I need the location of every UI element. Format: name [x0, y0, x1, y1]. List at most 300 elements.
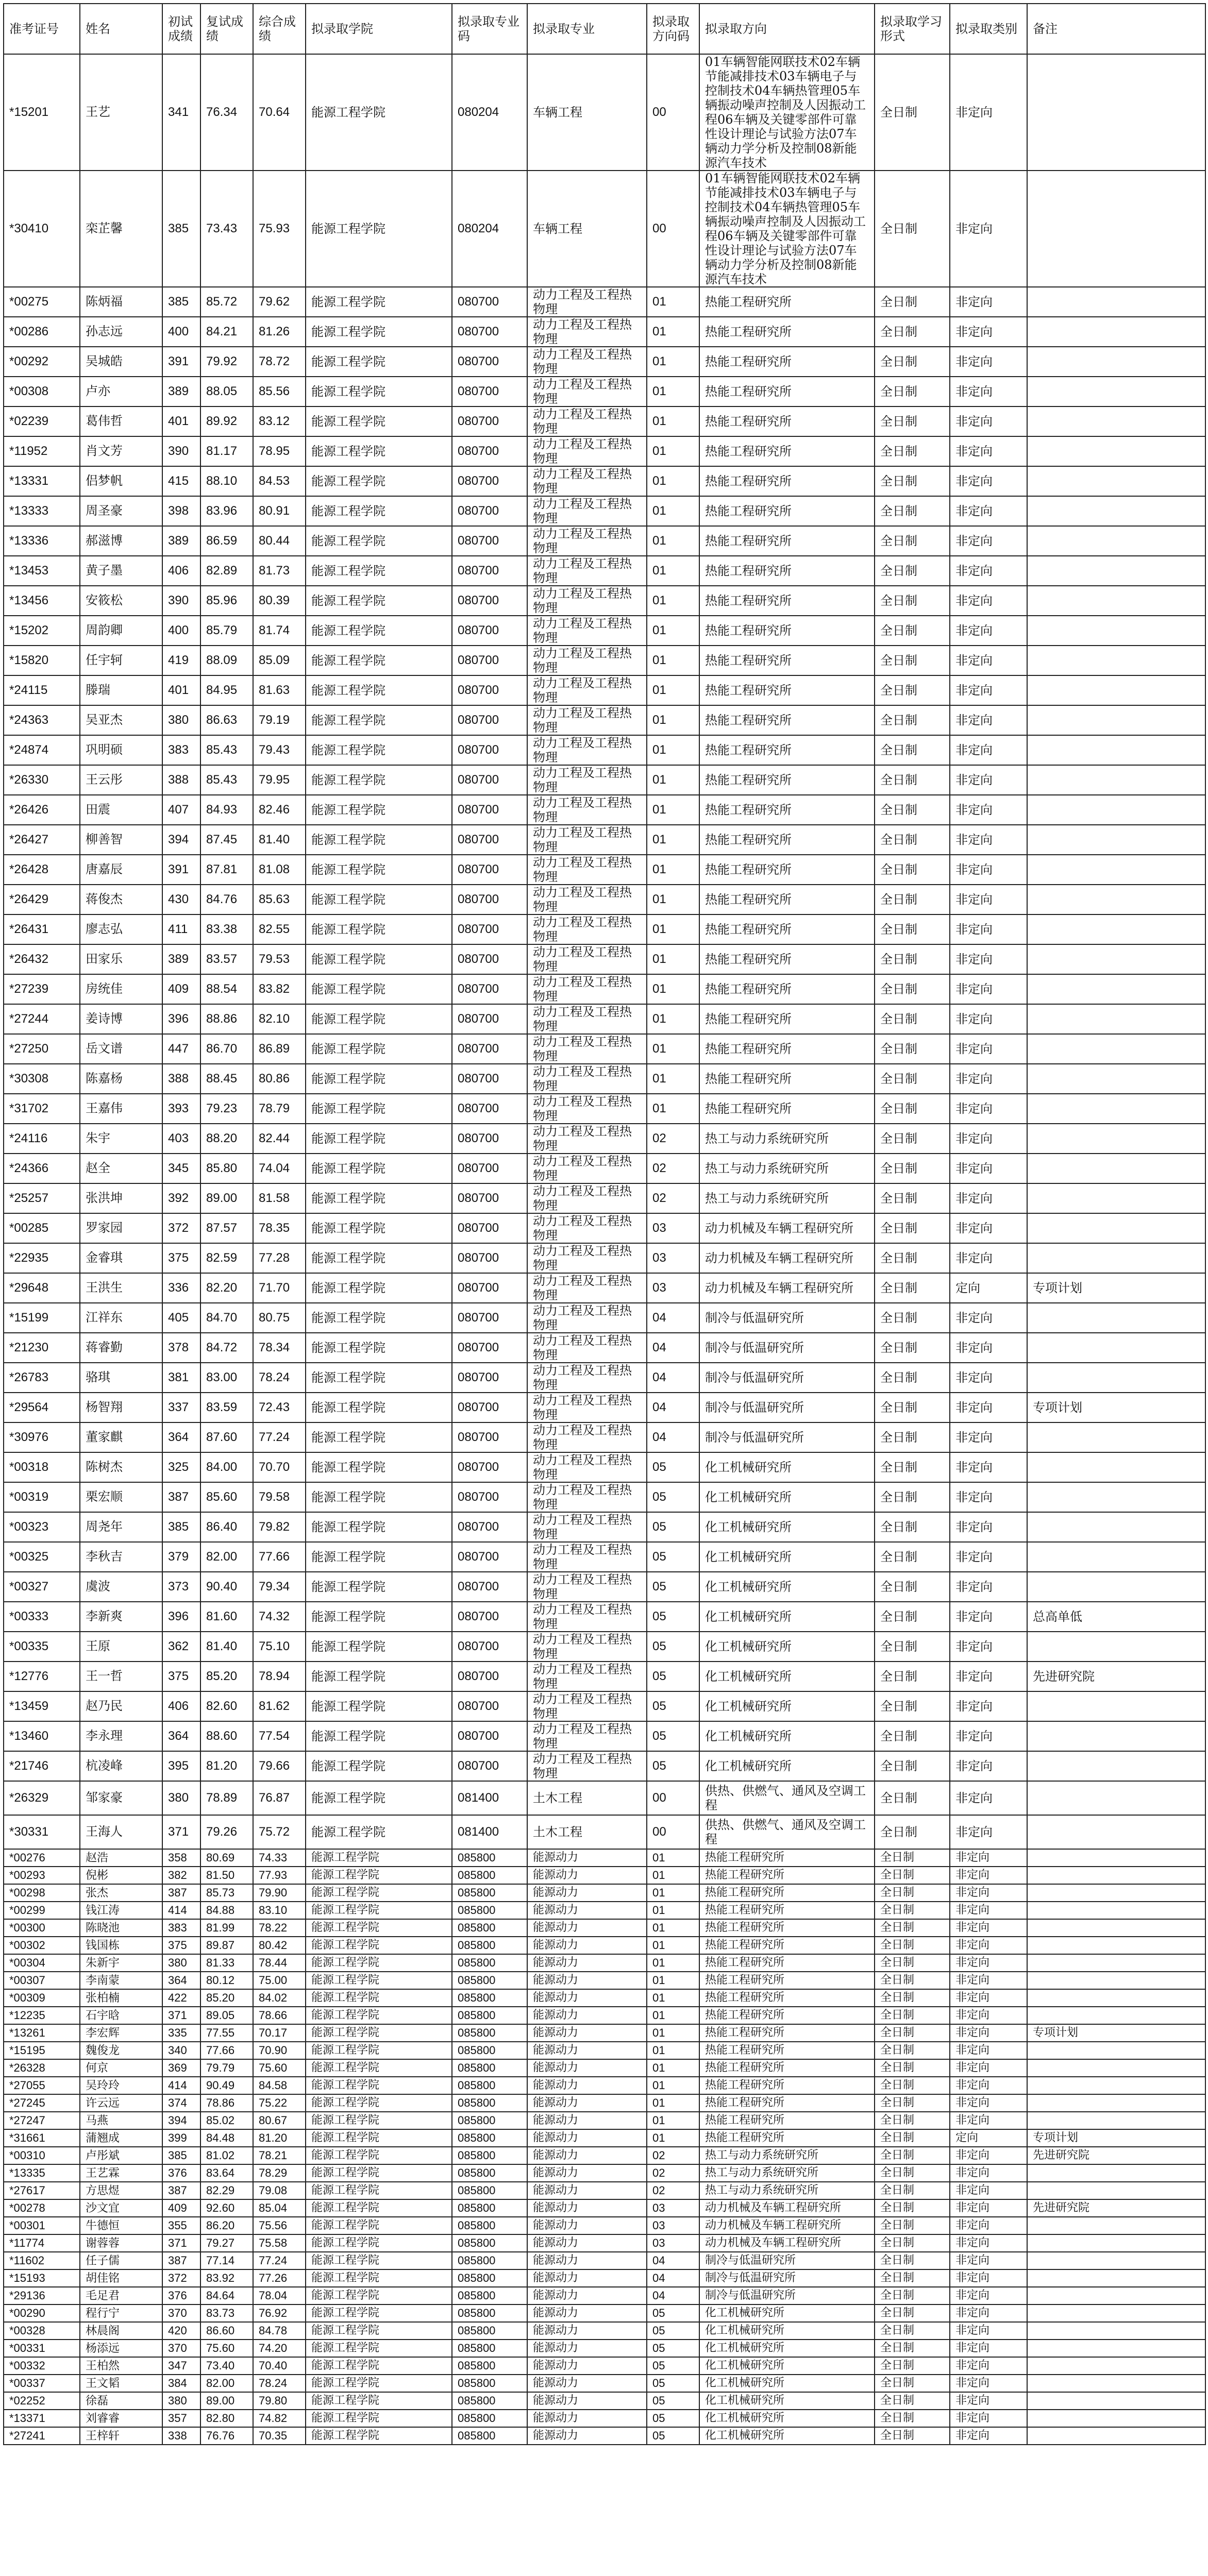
table-cell: 非定向 [950, 2357, 1027, 2375]
table-cell: 非定向 [950, 1303, 1027, 1333]
table-cell: 371 [162, 1815, 200, 1849]
table-cell: 376 [162, 2164, 200, 2182]
table-cell: 能源工程学院 [306, 1815, 452, 1849]
table-cell [1027, 795, 1205, 825]
table-cell: 336 [162, 1273, 200, 1303]
table-row [4, 944, 1205, 974]
table-row [4, 1954, 1205, 1972]
table-cell: 动力工程及工程热物理 [527, 526, 647, 556]
table-cell: 72.43 [253, 1393, 306, 1422]
table-cell: 能源工程学院 [306, 1902, 452, 1919]
table-cell: 朱新宇 [80, 1954, 162, 1972]
table-cell: 全日制 [875, 914, 950, 944]
table-cell: 能源工程学院 [306, 1602, 452, 1632]
table-cell [1027, 586, 1205, 616]
column-header: 拟录取方向 [699, 4, 875, 54]
table-cell: 全日制 [875, 2269, 950, 2287]
table-cell: 01 [647, 765, 699, 795]
table-row [4, 2322, 1205, 2340]
table-cell: 080700 [452, 526, 527, 556]
table-cell: 非定向 [950, 914, 1027, 944]
table-cell: 车辆工程 [527, 171, 647, 287]
table-cell: 380 [162, 1954, 200, 1972]
table-cell: *26431 [4, 914, 80, 944]
table-cell: *27247 [4, 2112, 80, 2129]
table-cell: 田家乐 [80, 944, 162, 974]
table-cell: 非定向 [950, 1662, 1027, 1691]
table-cell: 080700 [452, 1482, 527, 1512]
table-cell: 75.60 [200, 2340, 253, 2357]
table-cell: 422 [162, 1989, 200, 2007]
table-cell: 080700 [452, 466, 527, 496]
table-cell: 01 [647, 1937, 699, 1954]
table-cell: 75.56 [253, 2217, 306, 2234]
table-cell [1027, 855, 1205, 885]
table-cell: 能源工程学院 [306, 2427, 452, 2445]
table-row [4, 1849, 1205, 1867]
table-cell: 制冷与低温研究所 [699, 2252, 875, 2269]
table-cell: 能源工程学院 [306, 2252, 452, 2269]
table-cell: 81.40 [253, 825, 306, 855]
table-cell: 77.55 [200, 2024, 253, 2042]
table-cell: *02239 [4, 406, 80, 436]
table-cell: 全日制 [875, 2182, 950, 2199]
table-cell: 85.79 [200, 616, 253, 646]
table-cell: 77.54 [253, 1721, 306, 1751]
table-cell: 能源工程学院 [306, 54, 452, 171]
table-cell: 82.59 [200, 1243, 253, 1273]
table-cell: 00 [647, 1781, 699, 1815]
table-cell: 化工机械研究所 [699, 1721, 875, 1751]
table-row [4, 2077, 1205, 2094]
table-row [4, 2059, 1205, 2077]
table-cell: 78.44 [253, 1954, 306, 1972]
table-row [4, 2340, 1205, 2357]
admission-table [3, 3, 1206, 2445]
table-row [4, 466, 1205, 496]
table-cell [1027, 1954, 1205, 1972]
table-cell: 动力工程及工程热物理 [527, 855, 647, 885]
table-cell: 动力工程及工程热物理 [527, 1303, 647, 1333]
table-cell: 全日制 [875, 496, 950, 526]
table-cell: *13456 [4, 586, 80, 616]
table-cell: 能源动力 [527, 1937, 647, 1954]
table-row [4, 556, 1205, 586]
table-cell: 能源动力 [527, 2199, 647, 2217]
table-cell: 085800 [452, 2077, 527, 2094]
table-cell: 总高单低 [1027, 1602, 1205, 1632]
table-cell: 能源工程学院 [306, 436, 452, 466]
table-cell: 85.80 [200, 1154, 253, 1183]
table-cell: 制冷与低温研究所 [699, 2287, 875, 2304]
table-cell: 动力工程及工程热物理 [527, 1094, 647, 1124]
table-cell: 热能工程研究所 [699, 1094, 875, 1124]
table-cell: 385 [162, 2147, 200, 2164]
table-row [4, 586, 1205, 616]
table-cell: 全日制 [875, 406, 950, 436]
table-cell: 84.72 [200, 1333, 253, 1363]
table-cell: 非定向 [950, 1482, 1027, 1512]
table-cell: *27245 [4, 2094, 80, 2112]
table-cell: 79.27 [200, 2234, 253, 2252]
table-cell: 01 [647, 705, 699, 735]
table-cell: 骆琪 [80, 1363, 162, 1393]
table-cell [1027, 2217, 1205, 2234]
table-cell: 080700 [452, 556, 527, 586]
table-cell: 80.75 [253, 1303, 306, 1333]
table-cell: 86.20 [200, 2217, 253, 2234]
table-cell: 能源工程学院 [306, 1542, 452, 1572]
table-cell: 81.62 [253, 1691, 306, 1721]
table-cell: 非定向 [950, 2392, 1027, 2410]
table-cell: 406 [162, 1691, 200, 1721]
table-cell: 380 [162, 705, 200, 735]
table-cell: 78.24 [253, 2375, 306, 2392]
table-cell: 滕瑞 [80, 675, 162, 705]
table-row [4, 436, 1205, 466]
table-cell: 全日制 [875, 556, 950, 586]
table-cell: 05 [647, 2410, 699, 2427]
table-row [4, 1124, 1205, 1154]
table-cell: 非定向 [950, 586, 1027, 616]
table-cell: 83.12 [253, 406, 306, 436]
table-cell: 热能工程研究所 [699, 765, 875, 795]
table-cell: 080700 [452, 287, 527, 317]
table-cell [1027, 1124, 1205, 1154]
table-cell [1027, 1902, 1205, 1919]
table-row [4, 2375, 1205, 2392]
table-cell: 能源工程学院 [306, 1154, 452, 1183]
table-cell: 81.26 [253, 317, 306, 347]
table-cell: 全日制 [875, 2357, 950, 2375]
table-cell: 01 [647, 2042, 699, 2059]
table-cell: 非定向 [950, 944, 1027, 974]
table-cell: 085800 [452, 2164, 527, 2182]
table-cell: 401 [162, 406, 200, 436]
table-cell: 全日制 [875, 616, 950, 646]
table-cell: 能源工程学院 [306, 885, 452, 914]
table-cell: *00299 [4, 1902, 80, 1919]
table-cell: 85.56 [253, 377, 306, 406]
table-cell: 01 [647, 2112, 699, 2129]
table-cell: 王梓轩 [80, 2427, 162, 2445]
table-cell: 非定向 [950, 675, 1027, 705]
table-cell: 85.43 [200, 735, 253, 765]
table-cell: 化工机械研究所 [699, 1632, 875, 1662]
table-cell: 75.60 [253, 2059, 306, 2077]
table-cell: 419 [162, 646, 200, 675]
table-cell: 非定向 [950, 1363, 1027, 1393]
table-row [4, 1183, 1205, 1213]
table-cell: 能源工程学院 [306, 1243, 452, 1273]
table-cell: 04 [647, 2269, 699, 2287]
table-cell: 080700 [452, 1602, 527, 1632]
table-cell: 01 [647, 406, 699, 436]
table-row [4, 1393, 1205, 1422]
table-cell: 热能工程研究所 [699, 735, 875, 765]
table-cell [1027, 2182, 1205, 2199]
table-cell: *00298 [4, 1884, 80, 1902]
table-row [4, 1602, 1205, 1632]
table-cell: 080700 [452, 1094, 527, 1124]
table-cell: 定向 [950, 2129, 1027, 2147]
table-cell: 非定向 [950, 2164, 1027, 2182]
table-cell: 全日制 [875, 2252, 950, 2269]
table-cell: *00318 [4, 1452, 80, 1482]
table-cell: 动力工程及工程热物理 [527, 944, 647, 974]
table-cell: 能源工程学院 [306, 287, 452, 317]
table-cell: 05 [647, 1512, 699, 1542]
table-cell: 全日制 [875, 1751, 950, 1781]
table-row [4, 2164, 1205, 2182]
table-cell: 非定向 [950, 1989, 1027, 2007]
table-cell: 85.43 [200, 765, 253, 795]
table-cell: 能源动力 [527, 2304, 647, 2322]
table-cell: 00 [647, 54, 699, 171]
table-cell: 01 [647, 556, 699, 586]
table-cell: 张杰 [80, 1884, 162, 1902]
table-cell: 78.22 [253, 1919, 306, 1937]
table-cell: 能源动力 [527, 2410, 647, 2427]
table-row [4, 1691, 1205, 1721]
table-cell: 化工机械研究所 [699, 1662, 875, 1691]
table-cell: 杭凌峰 [80, 1751, 162, 1781]
table-cell: 81.73 [253, 556, 306, 586]
table-cell: 81.33 [200, 1954, 253, 1972]
table-cell: 能源动力 [527, 2094, 647, 2112]
table-cell: 01车辆智能网联技术02车辆节能减排技术03车辆电子与控制技术04车辆热管理05车辆振动噪声控制及人因振动工程06车辆及关键零部件可靠性设计理论与试验方法07车辆动力学分析及控制08新能源汽车技术 [699, 171, 875, 287]
table-cell: 全日制 [875, 1273, 950, 1303]
table-cell: 372 [162, 1213, 200, 1243]
table-cell: 热能工程研究所 [699, 855, 875, 885]
table-cell: 石宇晗 [80, 2007, 162, 2024]
table-cell: 70.90 [253, 2042, 306, 2059]
table-row [4, 1867, 1205, 1884]
table-cell: 能源工程学院 [306, 2269, 452, 2287]
table-cell: 080700 [452, 1512, 527, 1542]
table-cell: *13261 [4, 2024, 80, 2042]
table-cell: 00 [647, 171, 699, 287]
table-cell: 非定向 [950, 1849, 1027, 1867]
table-cell: 77.66 [200, 2042, 253, 2059]
table-cell: 非定向 [950, 2269, 1027, 2287]
table-cell: 能源动力 [527, 2024, 647, 2042]
table-cell: 79.58 [253, 1482, 306, 1512]
table-cell: 非定向 [950, 1034, 1027, 1064]
table-cell: 热能工程研究所 [699, 317, 875, 347]
table-cell: *26328 [4, 2059, 80, 2077]
table-cell: 371 [162, 2234, 200, 2252]
table-cell: 85.72 [200, 287, 253, 317]
table-cell: *12235 [4, 2007, 80, 2024]
table-cell: *15199 [4, 1303, 80, 1333]
table-cell: *30976 [4, 1422, 80, 1452]
table-cell: 085800 [452, 2007, 527, 2024]
table-cell: 热能工程研究所 [699, 1004, 875, 1034]
table-cell: 周尧年 [80, 1512, 162, 1542]
table-cell: 蒲翘成 [80, 2129, 162, 2147]
table-cell [1027, 944, 1205, 974]
table-cell: *11952 [4, 436, 80, 466]
table-cell: 热能工程研究所 [699, 675, 875, 705]
table-cell: 325 [162, 1452, 200, 1482]
table-cell: 非定向 [950, 765, 1027, 795]
table-cell [1027, 1482, 1205, 1512]
table-cell: 085800 [452, 2410, 527, 2427]
table-cell: 非定向 [950, 2217, 1027, 2234]
table-cell: 080700 [452, 496, 527, 526]
table-cell: 01 [647, 496, 699, 526]
table-cell [1027, 1815, 1205, 1849]
table-cell: 动力工程及工程热物理 [527, 616, 647, 646]
table-cell: *00293 [4, 1867, 80, 1884]
table-cell: *00300 [4, 1919, 80, 1937]
table-cell: 能源工程学院 [306, 705, 452, 735]
table-cell: 05 [647, 1662, 699, 1691]
table-cell: 能源动力 [527, 2129, 647, 2147]
table-cell: 86.40 [200, 1512, 253, 1542]
table-row [4, 1751, 1205, 1781]
table-cell: 能源动力 [527, 2234, 647, 2252]
table-cell: 394 [162, 825, 200, 855]
column-header: 备注 [1027, 4, 1205, 54]
table-cell: *30331 [4, 1815, 80, 1849]
table-cell [1027, 1452, 1205, 1482]
table-cell: 赵全 [80, 1154, 162, 1183]
table-cell: 能源工程学院 [306, 406, 452, 436]
table-cell: 动力工程及工程热物理 [527, 1183, 647, 1213]
table-cell: 能源动力 [527, 2007, 647, 2024]
table-cell: 动力机械及车辆工程研究所 [699, 1213, 875, 1243]
table-cell: 05 [647, 2340, 699, 2357]
table-cell: 89.05 [200, 2007, 253, 2024]
table-cell: 能源工程学院 [306, 974, 452, 1004]
table-cell: 05 [647, 2357, 699, 2375]
table-cell: 动力机械及车辆工程研究所 [699, 2199, 875, 2217]
table-row [4, 1572, 1205, 1602]
table-cell: 03 [647, 2234, 699, 2252]
table-cell: 张洪坤 [80, 1183, 162, 1213]
table-cell: 01 [647, 1094, 699, 1124]
table-row [4, 1989, 1205, 2007]
table-cell: 热工与动力系统研究所 [699, 1154, 875, 1183]
table-cell: 能源工程学院 [306, 2077, 452, 2094]
column-header: 拟录取方向码 [647, 4, 699, 54]
table-cell: 热能工程研究所 [699, 646, 875, 675]
table-cell: 非定向 [950, 496, 1027, 526]
table-cell: 01 [647, 287, 699, 317]
table-cell: 79.80 [253, 2392, 306, 2410]
table-cell: 王原 [80, 1632, 162, 1662]
table-cell: 78.89 [200, 1781, 253, 1815]
table-cell [1027, 2269, 1205, 2287]
table-cell: 能源工程学院 [306, 2322, 452, 2340]
table-cell: 热能工程研究所 [699, 526, 875, 556]
table-cell: 080700 [452, 436, 527, 466]
table-cell: 动力工程及工程热物理 [527, 1213, 647, 1243]
table-cell: 能源工程学院 [306, 2410, 452, 2427]
table-cell: 动力工程及工程热物理 [527, 1034, 647, 1064]
table-cell: 74.04 [253, 1154, 306, 1183]
table-cell: 非定向 [950, 1124, 1027, 1154]
table-cell [1027, 1781, 1205, 1815]
table-cell: 85.04 [253, 2199, 306, 2217]
table-cell: 01 [647, 436, 699, 466]
table-cell: 70.17 [253, 2024, 306, 2042]
table-cell: 全日制 [875, 1512, 950, 1542]
table-cell: 热能工程研究所 [699, 1867, 875, 1884]
table-cell: 方思煜 [80, 2182, 162, 2199]
table-cell: *00335 [4, 1632, 80, 1662]
table-cell: 能源工程学院 [306, 1972, 452, 1989]
table-cell: 085800 [452, 2217, 527, 2234]
table-cell: 080700 [452, 1243, 527, 1273]
table-cell: 任子儒 [80, 2252, 162, 2269]
table-cell [1027, 1542, 1205, 1572]
table-cell: 080700 [452, 586, 527, 616]
table-cell: 热工与动力系统研究所 [699, 2147, 875, 2164]
table-cell: 能源动力 [527, 2182, 647, 2199]
column-header: 拟录取专业码 [452, 4, 527, 54]
table-cell: *26428 [4, 855, 80, 885]
table-cell: 080700 [452, 735, 527, 765]
table-cell: 387 [162, 1482, 200, 1512]
table-cell: 热能工程研究所 [699, 436, 875, 466]
table-cell: 刘睿睿 [80, 2410, 162, 2427]
table-cell: 01 [647, 885, 699, 914]
table-cell: 080700 [452, 944, 527, 974]
table-cell: 83.59 [200, 1393, 253, 1422]
table-cell: 403 [162, 1124, 200, 1154]
table-cell: 能源动力 [527, 2042, 647, 2059]
table-cell: 全日制 [875, 1954, 950, 1972]
table-row [4, 1422, 1205, 1452]
table-row [4, 2129, 1205, 2147]
table-row [4, 1333, 1205, 1363]
table-cell: 沙文宜 [80, 2199, 162, 2217]
table-cell: 391 [162, 855, 200, 885]
table-cell: 085800 [452, 2304, 527, 2322]
table-row [4, 1273, 1205, 1303]
table-cell: 非定向 [950, 705, 1027, 735]
table-cell: 热能工程研究所 [699, 944, 875, 974]
table-cell [1027, 1919, 1205, 1937]
table-cell: 全日制 [875, 2287, 950, 2304]
table-cell [1027, 1303, 1205, 1333]
table-cell: 080700 [452, 1393, 527, 1422]
table-cell: 385 [162, 1512, 200, 1542]
table-cell: 78.95 [253, 436, 306, 466]
table-cell: 085800 [452, 1937, 527, 1954]
table-cell: 能源工程学院 [306, 2007, 452, 2024]
table-cell: 动力工程及工程热物理 [527, 646, 647, 675]
table-cell [1027, 287, 1205, 317]
table-cell: 82.10 [253, 1004, 306, 1034]
table-cell: 周韵卿 [80, 616, 162, 646]
table-cell [1027, 1034, 1205, 1064]
table-cell: 01 [647, 526, 699, 556]
column-header: 拟录取学院 [306, 4, 452, 54]
table-cell: 03 [647, 2199, 699, 2217]
table-cell: 70.40 [253, 2357, 306, 2375]
table-cell: 全日制 [875, 1422, 950, 1452]
table-cell: *27241 [4, 2427, 80, 2445]
table-cell: 080700 [452, 646, 527, 675]
table-cell: 非定向 [950, 2252, 1027, 2269]
table-cell: 能源工程学院 [306, 1884, 452, 1902]
table-cell [1027, 317, 1205, 347]
table-cell: 化工机械研究所 [699, 1512, 875, 1542]
